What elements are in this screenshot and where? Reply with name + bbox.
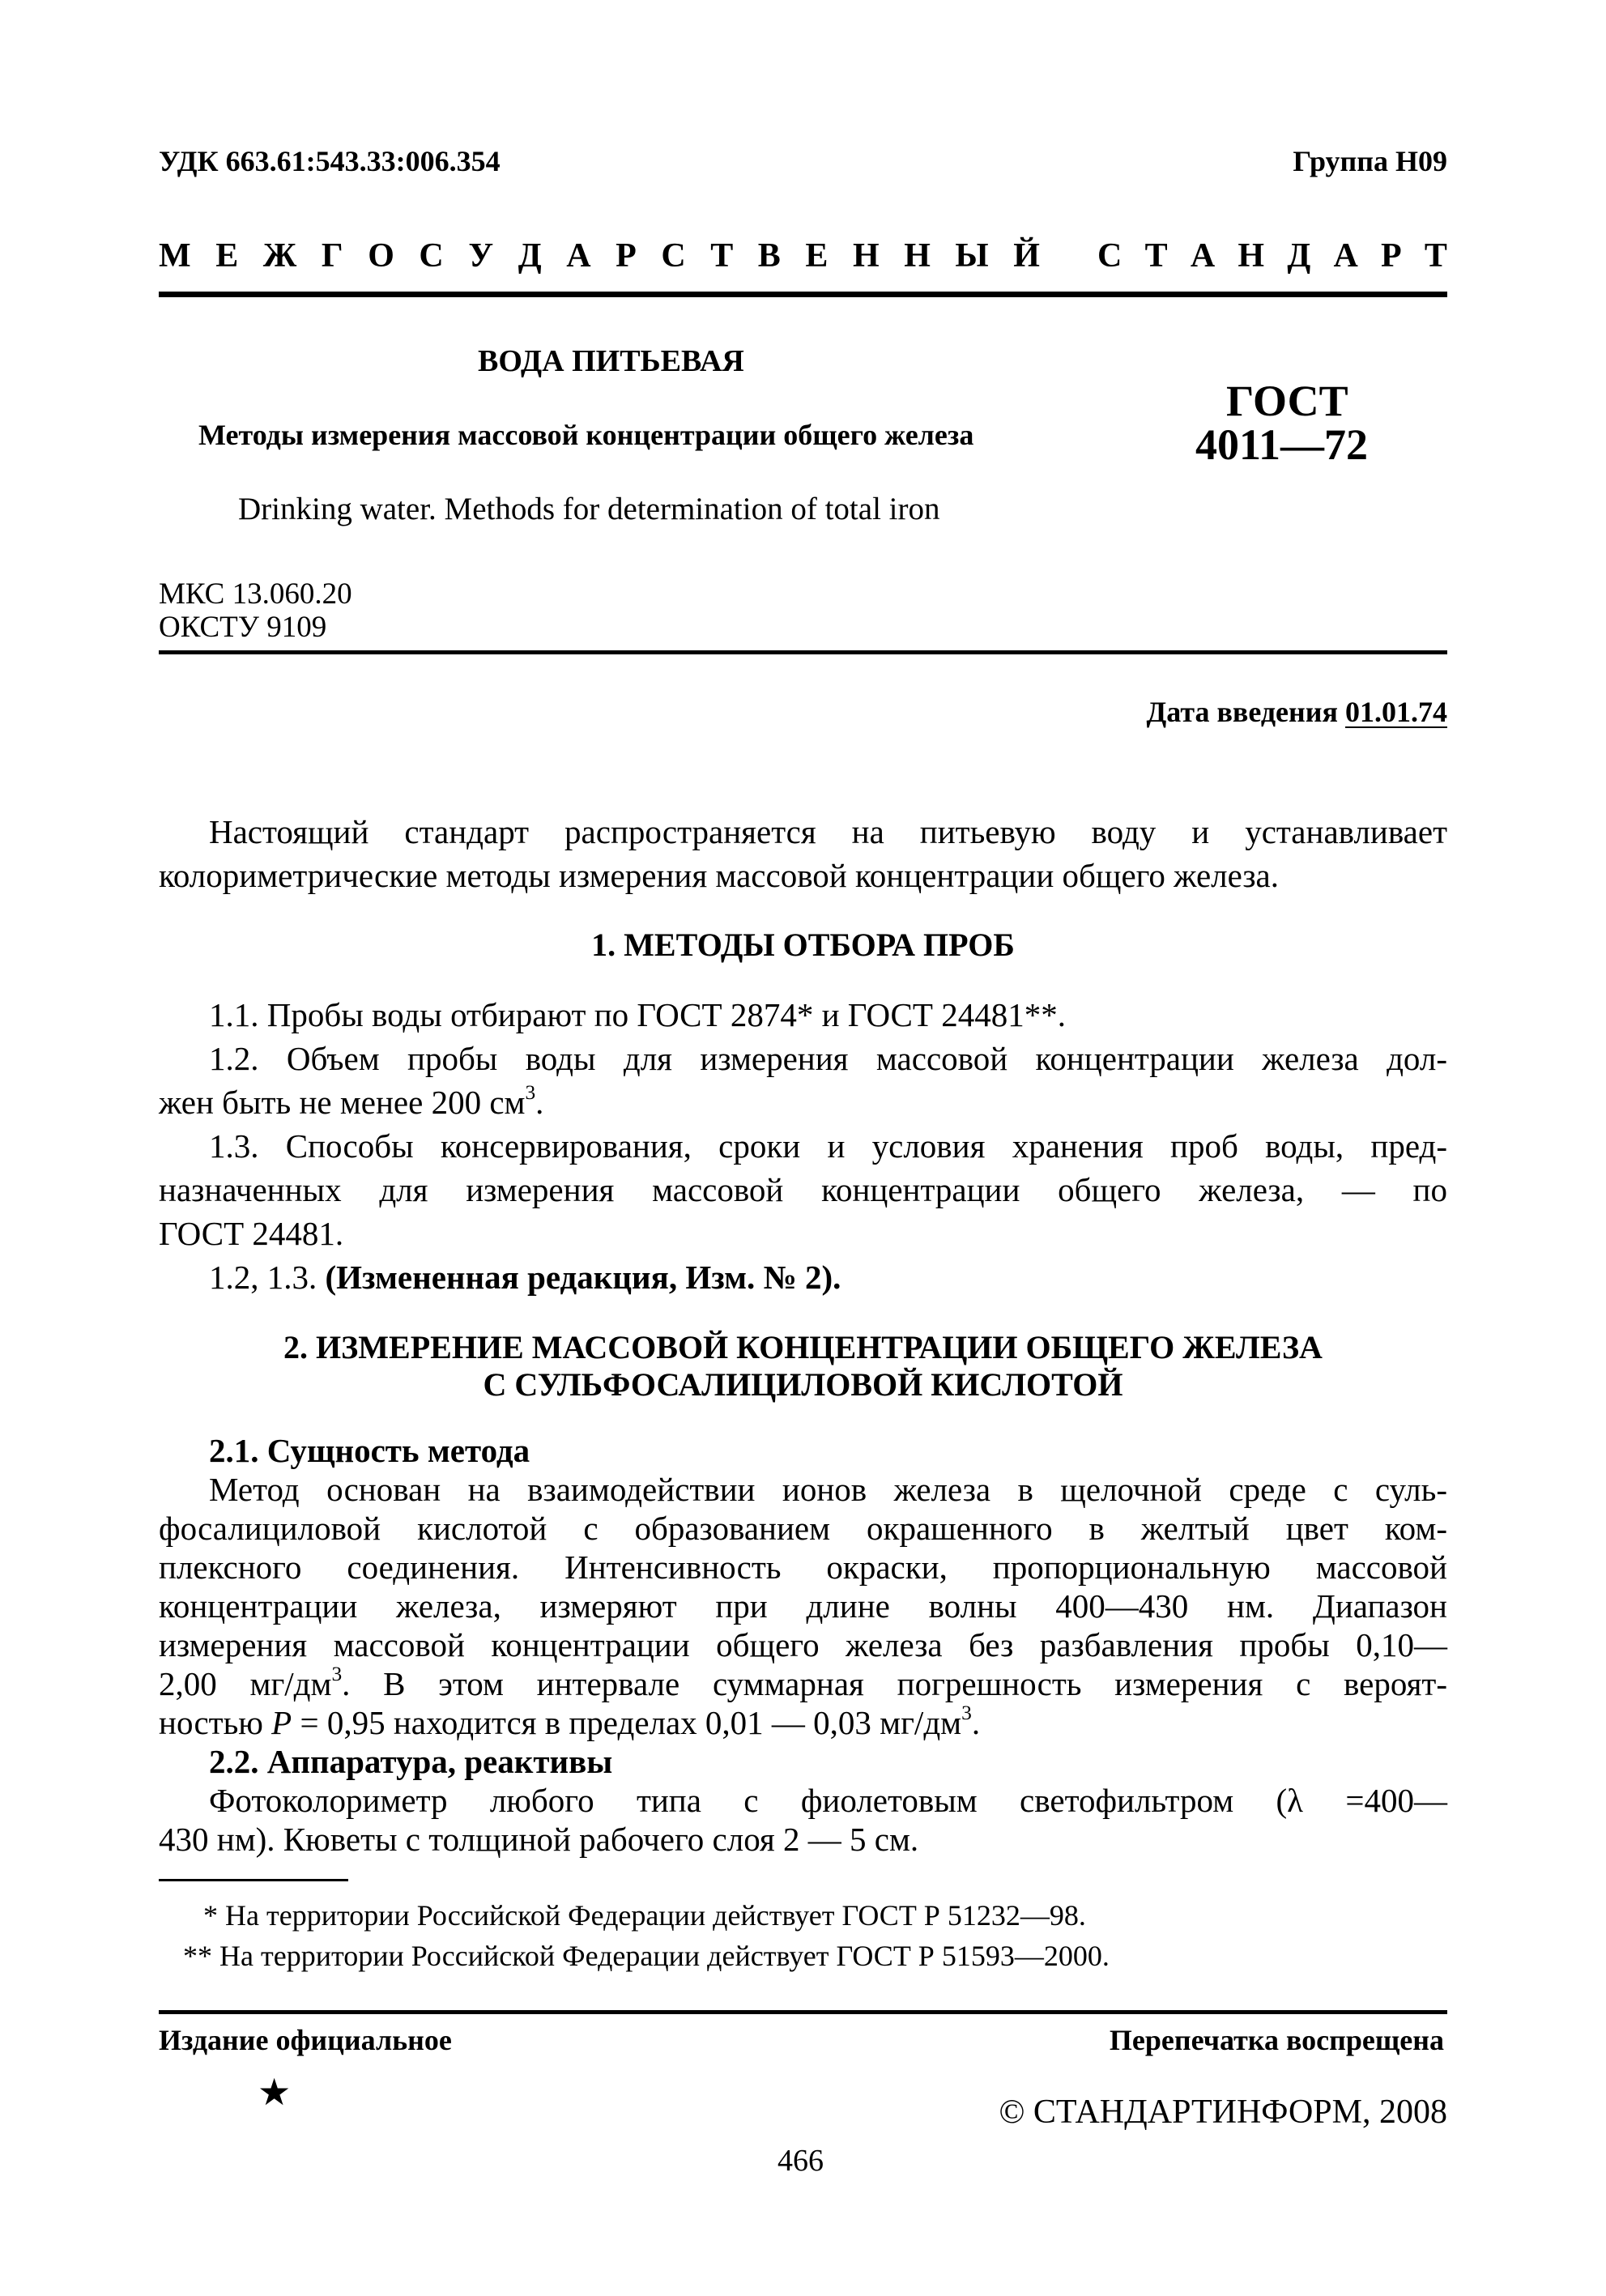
banner-letter: У <box>468 237 494 275</box>
reprint-prohibited-label: Перепечатка воспрещена <box>1109 2024 1444 2056</box>
banner-letter: Т <box>1144 237 1168 275</box>
introduction-date-label: Дата введения <box>1146 696 1338 728</box>
section-heading: 1. МЕТОДЫ ОТБОРА ПРОБ <box>591 926 1015 963</box>
copyright-notice: © СТАНДАРТИНФОРМ, 2008 <box>999 2094 1447 2131</box>
banner-letter: А <box>1190 237 1216 275</box>
mks-code: МКС 13.060.20 <box>159 577 352 611</box>
english-title: Drinking water. Methods for determination of total iron <box>238 492 940 526</box>
banner-letter: Е <box>805 237 829 275</box>
gost-number: 4011—72 <box>1195 420 1369 469</box>
banner-letter: Т <box>1424 237 1447 275</box>
scope-line: колориметрические методы измерения массовой концентрации общего железа. <box>159 857 1279 894</box>
section-heading: С СУЛЬФОСАЛИЦИЛОВОЙ КИСЛОТОЙ <box>483 1366 1123 1403</box>
standard-type-word-2 <box>1097 236 1447 275</box>
star-icon: ★ <box>258 2070 292 2114</box>
document-subtitle: Методы измерения массовой концентрации общего железа <box>198 419 974 451</box>
paragraph-line: Фотоколориметр любого типа с фиолетовым светофильтром (λ =400— <box>209 1782 1447 1819</box>
footnote-rule <box>159 1879 348 1881</box>
banner-letter: Г <box>321 237 343 275</box>
paragraph-line: 1.2. Объем пробы воды для измерения массовой концентрации железа дол- <box>209 1040 1447 1077</box>
banner-letter: Р <box>616 237 637 275</box>
header-rule <box>159 292 1447 297</box>
okstu-code: ОКСТУ 9109 <box>159 611 327 644</box>
paragraph-line: 430 нм). Кюветы с толщиной рабочего слоя 2 — 5 см. <box>159 1821 919 1858</box>
banner-letter: В <box>757 237 781 275</box>
banner-letter: С <box>419 237 444 275</box>
introduction-date <box>1147 695 1448 729</box>
document-title: ВОДА ПИТЬЕВАЯ <box>478 344 744 378</box>
group-code: Группа Н09 <box>1293 145 1447 177</box>
subsection-heading: 2.1. Сущность метода <box>209 1432 530 1469</box>
footnote: ** На территории Российской Федерации действует ГОСТ Р 51593—2000. <box>183 1940 1110 1972</box>
banner-letter: А <box>1333 237 1358 275</box>
paragraph-line: концентрации железа, измеряют при длине волны 400—430 нм. Диапазон <box>159 1587 1447 1625</box>
banner-letter: А <box>566 237 591 275</box>
page-number: 466 <box>777 2144 824 2178</box>
title-rule <box>159 650 1447 654</box>
paragraph-line: Метод основан на взаимодействии ионов железа в щелочной среде с суль- <box>209 1471 1447 1508</box>
banner-letter: Е <box>215 237 239 275</box>
section-heading: 2. ИЗМЕРЕНИЕ МАССОВОЙ КОНЦЕНТРАЦИИ ОБЩЕГО ЖЕЛЕЗА <box>283 1329 1323 1365</box>
standard-type-banner <box>159 236 1447 275</box>
subsection-heading: 2.2. Аппаратура, реактивы <box>209 1743 613 1780</box>
official-edition-label: Издание официальное <box>159 2024 452 2056</box>
paragraph-line: 2,00 $мг/дм^3$. В этом интервале суммарная погрешность измерения с вероят- <box>159 1662 1447 1702</box>
banner-letter: Ж <box>262 237 297 275</box>
banner-letter: Ы <box>955 237 989 275</box>
footnote: * На территории Российской Федерации действует ГОСТ Р 51232—98. <box>203 1899 1086 1932</box>
amendment-note: 1.2, 1.3. (Измененная редакция, Изм. № 2). <box>209 1259 841 1296</box>
paragraph-line: назначенных для измерения массовой концентрации общего железа, — по <box>159 1171 1447 1208</box>
paragraph-line: 1.1. Пробы воды отбирают по ГОСТ 2874* и ГОСТ 24481**. <box>209 996 1066 1033</box>
banner-letter: С <box>661 237 686 275</box>
banner-letter: Н <box>1238 237 1265 275</box>
paragraph-line: фосалициловой кислотой с образованием окрашенного в желтый цвет ком- <box>159 1510 1447 1547</box>
banner-letter: Н <box>852 237 880 275</box>
paragraph-line: измерения массовой концентрации общего железа без разбавления пробы 0,10— <box>159 1626 1447 1663</box>
paragraph-line: плексного соединения. Интенсивность окраски, пропорциональную массовой <box>159 1548 1447 1586</box>
banner-letter: С <box>1097 237 1122 275</box>
paragraph-line: 1.3. Способы консервирования, сроки и условия хранения проб воды, пред- <box>209 1127 1447 1165</box>
standard-type-word-1 <box>159 236 1040 275</box>
introduction-date-value: 01.01.74 <box>1345 696 1447 728</box>
footer-rule <box>159 2010 1447 2014</box>
scope-line: Настоящий стандарт распространяется на питьевую воду и устанавливает <box>209 813 1447 850</box>
banner-letter: О <box>368 237 394 275</box>
paragraph-line: жен быть не менее 200 $см^3$. <box>159 1080 544 1121</box>
banner-letter: Р <box>1381 237 1402 275</box>
gost-label: ГОСТ <box>1226 377 1348 425</box>
banner-letter: Т <box>710 237 734 275</box>
banner-letter: Д <box>1287 237 1311 275</box>
banner-letter: Н <box>904 237 931 275</box>
banner-letter: М <box>159 237 191 275</box>
banner-letter: Д <box>518 237 542 275</box>
paragraph-line: ГОСТ 24481. <box>159 1215 344 1252</box>
paragraph-line: ностью P = 0,95 находится в пределах 0,01 — 0,03 $мг/дм^3$. <box>159 1701 981 1741</box>
banner-letter: Й <box>1013 237 1040 275</box>
udk-code: УДК 663.61:543.33:006.354 <box>159 145 501 177</box>
